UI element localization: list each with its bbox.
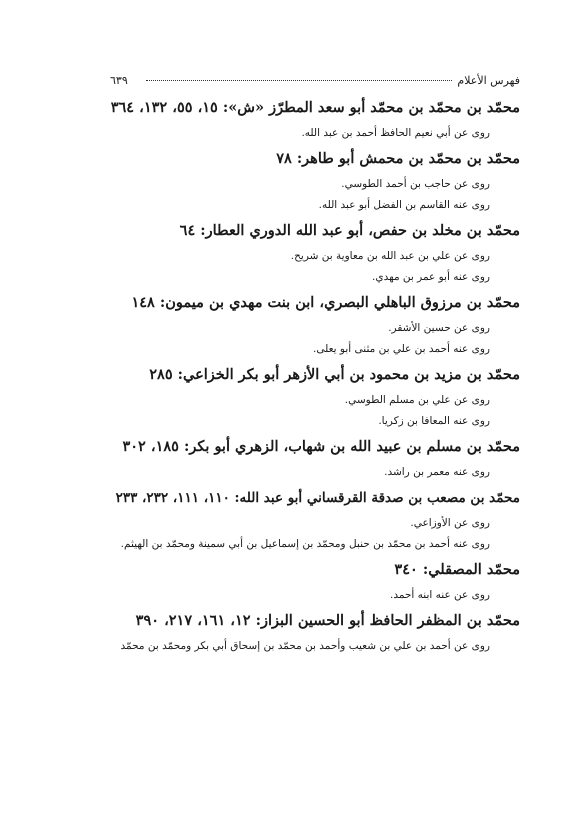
entry-heading: محمّد بن مصعب بن صدقة القرقساني أبو عبد الله: ١١٠، ١١١، ٢٣٢، ٢٣٣ (115, 490, 520, 506)
entry (110, 363, 520, 429)
entry-line: روى عن علي بن مسلم الطوسي. (344, 394, 490, 406)
entry (110, 435, 520, 480)
entry-line: روى عنه معمر بن راشد. (384, 466, 490, 478)
entry-line: روى عن حسين الأشقر. (388, 322, 490, 334)
entry-line: روى عن حاجب بن أحمد الطوسي. (341, 178, 490, 190)
entry-heading: محمّد بن محمّد بن محمّد أبو سعد المطرّز «ش»: ١٥، ٥٥، ١٣٢، ٣٦٤ (110, 99, 520, 116)
entry-heading: محمّد بن مرزوق الباهلي البصري، ابن بنت مهدي بن ميمون: ١٤٨ (131, 294, 520, 311)
entry-heading: محمّد بن مخلد بن حفص، أبو عبد الله الدوري العطار: ٦٤ (179, 222, 520, 239)
entry (110, 96, 520, 141)
index-page (110, 70, 520, 810)
entry-heading: محمّد بن مسلم بن عبيد الله بن شهاب، الزهري أبو بكر: ١٨٥، ٣٠٢ (122, 438, 520, 455)
entry-line: روى عنه أحمد بن علي بن مثنى أبو يعلى. (313, 343, 490, 355)
leader-dots (146, 80, 456, 81)
entry (110, 291, 520, 357)
entry-line: روى عن عنه ابنه أحمد. (390, 589, 490, 601)
entry (110, 558, 520, 603)
running-head (110, 70, 520, 92)
entry-line: روى عنه أحمد بن محمّد بن حنبل ومحمّد بن إسماعيل بن أبي سمينة ومحمّد بن الهيثم. (120, 538, 490, 550)
entry (110, 486, 520, 552)
running-head-title: فهرس الأعلام (453, 70, 520, 92)
entry (110, 147, 520, 213)
entry-line: روى عن علي بن عبد الله بن معاوية بن شريح. (290, 250, 490, 262)
entry-heading: محمّد بن محمّد بن محمش أبو طاهر: ٧٨ (276, 150, 520, 167)
entry (110, 609, 520, 654)
entry-heading: محمّد بن المظفر الحافظ أبو الحسين البزاز: ١٢، ١٦١، ٢١٧، ٣٩٠ (135, 612, 520, 629)
entry-line: روى عنه أبو عمر بن مهدي. (372, 271, 490, 283)
entry-line: روى عنه القاسم بن الفضل أبو عبد الله. (318, 199, 490, 211)
entry-line: روى عن أحمد بن علي بن شعيب وأحمد بن محمّد بن إسحاق أبي بكر ومحمّد بن محمّد (120, 640, 490, 652)
entry-heading: محمّد بن مزيد بن محمود بن أبي الأزهر أبو بكر الخزاعي: ٢٨٥ (149, 366, 520, 383)
entry (110, 219, 520, 285)
page-number: ٦٣٩ (110, 70, 132, 92)
entry-line: روى عنه المعافا بن زكريا. (378, 415, 490, 427)
entry-line: روى عن الأوزاعي. (410, 517, 490, 529)
entry-line: روى عن أبي نعيم الحافظ أحمد بن عبد الله. (301, 127, 490, 139)
entry-heading: محمّد المصقلي: ٣٤٠ (394, 561, 520, 578)
